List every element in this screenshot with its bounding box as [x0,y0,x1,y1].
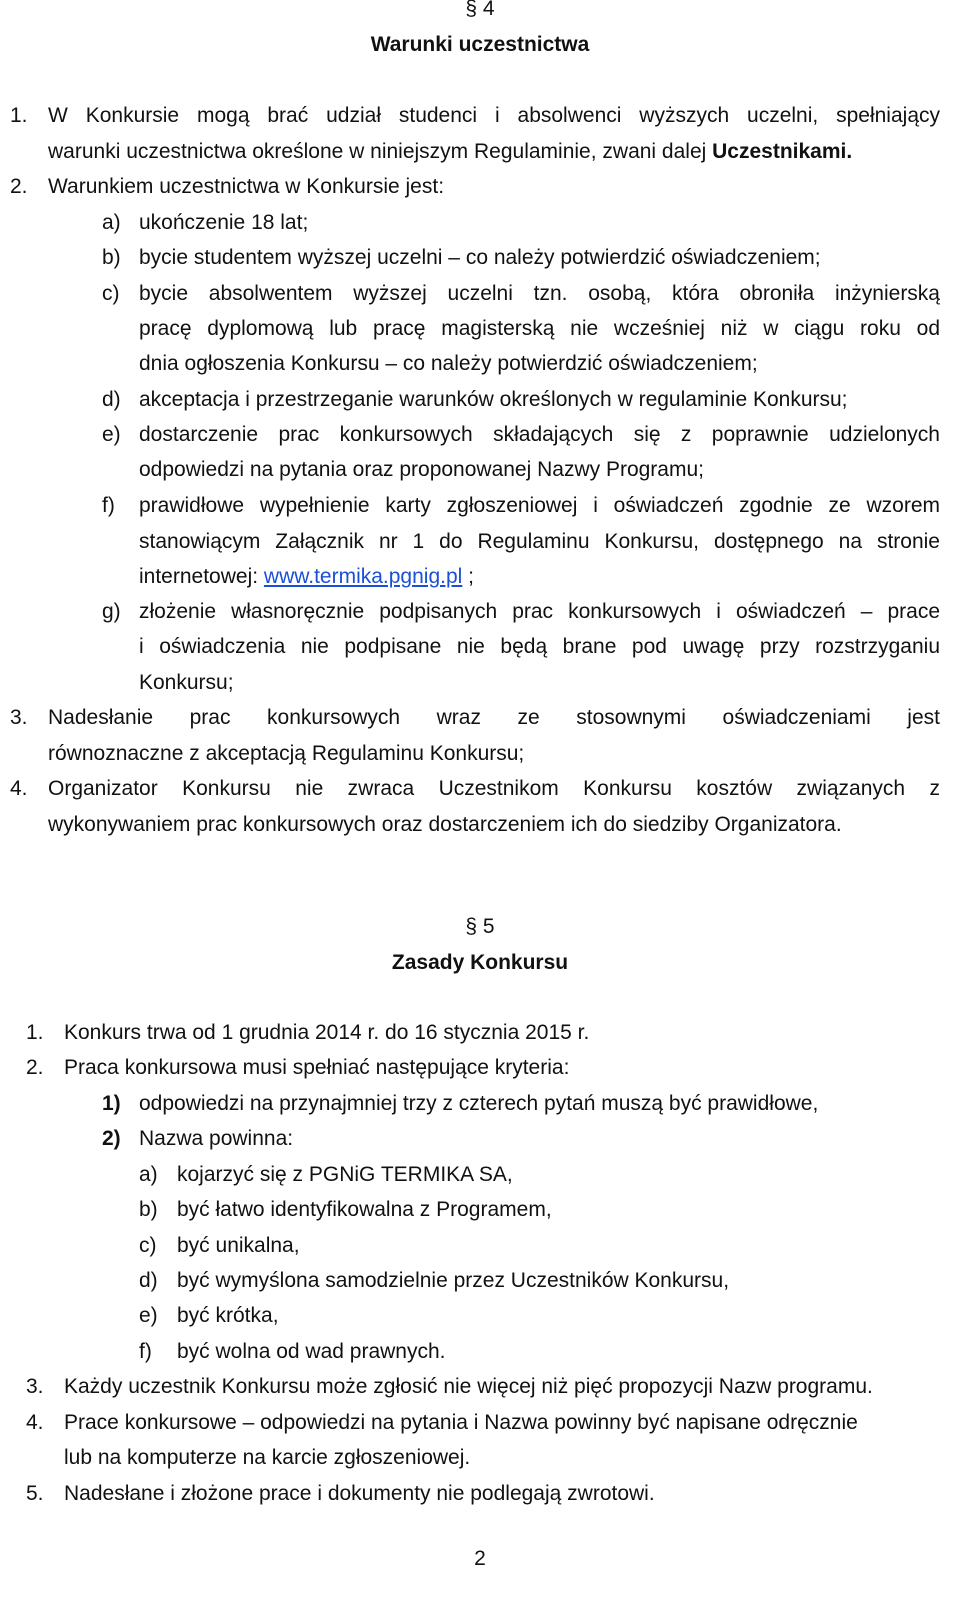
s5-item-4-line-1: Prace konkursowe – odpowiedzi na pytania i Nazwa powinny być napisane odręcznie [64,1411,858,1434]
s4-sub-b-label: b) [102,246,121,269]
s4-sub-c-line-2: pracę dyplomową lub pracę magisterską nie wcześniej niż w ciągu roku od [139,317,940,340]
s5-name-rule-a-text: kojarzyć się z PGNiG TERMIKA SA, [177,1163,513,1186]
s4-sub-b-text: bycie studentem wyższej uczelni – co należy potwierdzić oświadczeniem; [139,246,821,269]
page-number: 2 [474,1547,486,1570]
s5-item-4-number: 4. [26,1411,44,1434]
section-4-number: § 4 [465,0,495,20]
s5-criterion-2-number: 2) [102,1127,121,1150]
s5-name-rule-f-text: być wolna od wad prawnych. [177,1340,446,1363]
s4-sub-e-line-1: dostarczenie prac konkursowych składających się z poprawnie udzielonych [139,423,940,446]
s5-item-2-number: 2. [26,1056,44,1079]
s4-sub-a-label: a) [102,211,121,234]
s4-sub-a-text: ukończenie 18 lat; [139,211,309,234]
s5-name-rule-b-label: b) [139,1198,158,1221]
s4-sub-d-label: d) [102,388,121,411]
section-5-title: Zasady Konkursu [391,951,569,974]
s4-sub-e-label: e) [102,423,121,446]
s5-name-rule-e-text: być krótka, [177,1304,279,1327]
s5-item-5-text: Nadesłane i złożone prace i dokumenty nie podlegają zwrotowi. [64,1482,655,1505]
s4-sub-c-line-3: dnia ogłoszenia Konkursu – co należy potwierdzić oświadczeniem; [139,352,758,375]
s4-item-3-line-2: równoznaczne z akceptacją Regulaminu Konkursu; [48,742,525,765]
s4-sub-f-line-1: prawidłowe wypełnienie karty zgłoszeniowej i oświadczeń zgodnie ze wzorem [139,494,940,517]
s5-item-5-number: 5. [26,1482,44,1505]
s4-sub-c-label: c) [102,282,120,305]
s4-item-4-line-2: wykonywaniem prac konkursowych oraz dostarczeniem ich do siedziby Organizatora. [48,813,842,836]
s4-item-3-number: 3. [10,706,28,729]
s4-item-3-line-1: Nadesłanie prac konkursowych wraz ze stosownymi oświadczeniami jest [48,706,940,729]
s5-name-rule-a-label: a) [139,1163,158,1186]
section-4-title: Warunki uczestnictwa [370,33,590,56]
s4-sub-f-line-2: stanowiącym Załącznik nr 1 do Regulaminu Konkursu, dostępnego na stronie [139,530,940,553]
s4-sub-f-line-3: internetowej: www.termika.pgnig.pl ; [139,565,474,588]
s5-item-1-text: Konkurs trwa od 1 grudnia 2014 r. do 16 stycznia 2015 r. [64,1021,590,1044]
s4-sub-g-line-2: i oświadczenia nie podpisane nie będą brane pod uwagę przy rozstrzyganiu [139,635,940,658]
s4-sub-d-text: akceptacja i przestrzeganie warunków określonych w regulaminie Konkursu; [139,388,848,411]
s5-item-1-number: 1. [26,1021,44,1044]
s4-item-2-text: Warunkiem uczestnictwa w Konkursie jest: [48,175,445,198]
s5-name-rule-d-label: d) [139,1269,158,1292]
s4-sub-g-label: g) [102,600,121,623]
s5-name-rule-f-label: f) [139,1340,152,1363]
termika-website-link[interactable]: www.termika.pgnig.pl [263,565,463,588]
s4-item-2-number: 2. [10,175,28,198]
s5-criterion-1-text: odpowiedzi na przynajmniej trzy z czterech pytań muszą być prawidłowe, [139,1092,819,1115]
s4-item-1-number: 1. [10,104,28,127]
s5-name-rule-d-text: być wymyślona samodzielnie przez Uczestników Konkursu, [177,1269,730,1292]
s4-sub-f-label: f) [102,494,115,517]
s4-item-4-number: 4. [10,777,28,800]
s5-item-3-text: Każdy uczestnik Konkursu może zgłosić nie więcej niż pięć propozycji Nazw programu. [64,1375,873,1398]
s4-sub-e-line-2: odpowiedzi na pytania oraz proponowanej Nazwy Programu; [139,458,704,481]
section-5-number: § 5 [465,915,495,938]
s5-name-rule-b-text: być łatwo identyfikowalna z Programem, [177,1198,552,1221]
s4-sub-c-line-1: bycie absolwentem wyższej uczelni tzn. osobą, która obroniła inżynierską [139,282,940,305]
s5-name-rule-c-text: być unikalna, [177,1234,300,1257]
s5-name-rule-e-label: e) [139,1304,158,1327]
participants-term: Uczestnikami. [712,140,853,163]
s5-criterion-1-number: 1) [102,1092,121,1115]
s4-item-1-line-1: W Konkursie mogą brać udział studenci i absolwenci wyższych uczelni, spełniający [48,104,940,127]
s4-item-4-line-1: Organizator Konkursu nie zwraca Uczestnikom Konkursu kosztów związanych z [48,777,940,800]
s4-sub-g-line-1: złożenie własnoręcznie podpisanych prac konkursowych i oświadczeń – prace [139,600,940,623]
s5-item-4-line-2: lub na komputerze na karcie zgłoszeniowej. [64,1446,471,1469]
s5-criterion-2-text: Nazwa powinna: [139,1127,294,1150]
s4-sub-g-line-3: Konkursu; [139,671,234,694]
s5-item-2-text: Praca konkursowa musi spełniać następujące kryteria: [64,1056,570,1079]
s4-item-1-line-2: warunki uczestnictwa określone w niniejszym Regulaminie, zwani dalej Uczestnikami. [48,140,853,163]
s5-item-3-number: 3. [26,1375,44,1398]
s5-name-rule-c-label: c) [139,1234,157,1257]
